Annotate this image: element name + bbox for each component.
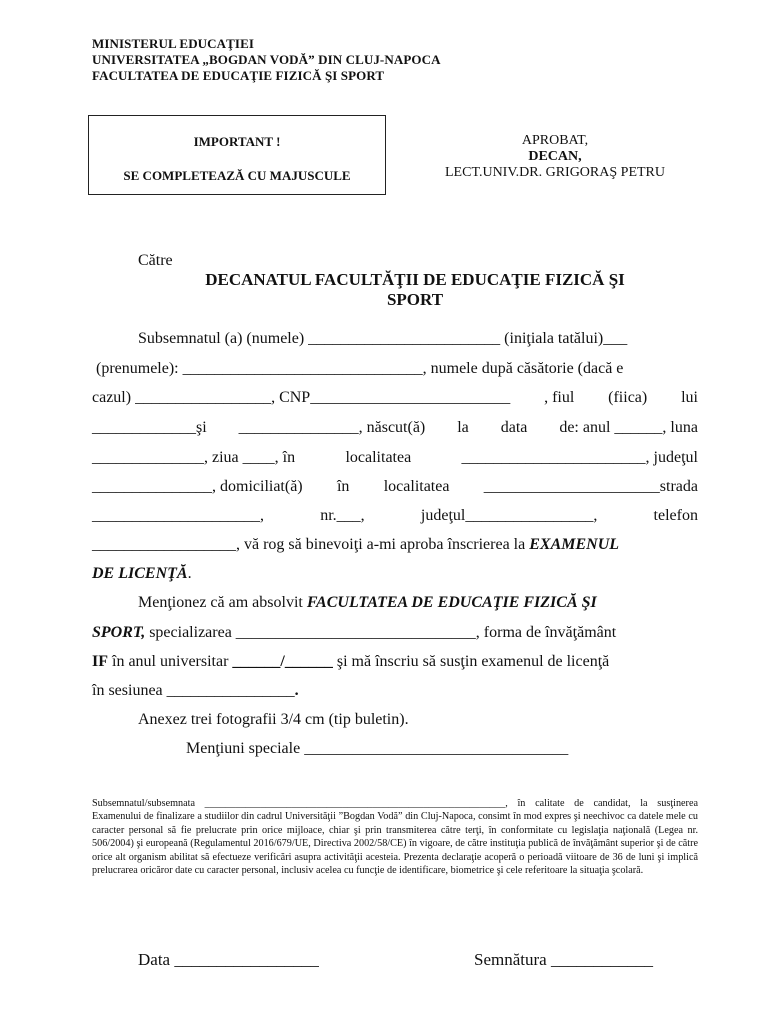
sport-label: SPORT, [92, 624, 146, 641]
son-label: , fiul [544, 389, 575, 406]
street-blank: _____________________, [92, 507, 264, 524]
born-segment: _______________, născut(ă) [238, 419, 426, 436]
body-line-12 [92, 653, 609, 671]
addressee-to: Către [138, 252, 173, 269]
body-line-2: (prenumele): ______________________________, numele după căsătorie (dacă e [96, 360, 624, 377]
notice-title: IMPORTANT ! [193, 134, 281, 149]
locality-label-2: localitatea [383, 478, 450, 495]
period: . [187, 565, 192, 582]
body-line-10 [138, 594, 597, 612]
county-segment: _______________________, judeţul [461, 449, 698, 466]
ministry-name: MINISTERUL EDUCAŢIEI [92, 36, 255, 51]
body-line-6 [92, 478, 698, 496]
of-label: lui [681, 389, 698, 406]
graduated-text: Menţionez că am absolvit [138, 594, 307, 611]
session-period: . [294, 682, 299, 699]
county-segment-2: judeţul________________, [420, 507, 598, 524]
cnp-segment: cazul) _________________, CNP_________________________ [92, 389, 511, 406]
gdpr-consent-text: Subsemnatul/subsemnata ___________________________________________________________, în calitate de candidat, la susţinerea Examenului de finalizare a studiilor din cadrul Universităţii ”Bogdan Vodă” din Cluj-Napoca, consimt în mod expres şi neechivoc ca datele mele cu caracter personal să fie prelucrate prin orice mijloace, chiar şi prin transmiterea către terţi, în conformitate cu legislaţia naţională (Legea nr. 506/2004) şi europeană (Regulamentul 2016/679/UE, Directiva 2002/58/CE) în vigoare, de către instituţia publică de învăţământ superior şi de către orice alt organism abilitat să efectueze verificări asupra activităţii acesteia. Prezenta declaraţie acoperă o perioadă viitoare de 36 de luni şi implică prelucrarea oricăror date cu caracter personal, inclusiv acelea cu funcţie de identificare, biometrice şi cele referitoare la situaţia şcolară. [92, 798, 698, 877]
approval-block [420, 133, 690, 181]
locality-label: localitatea [345, 449, 412, 466]
enroll-text: şi mă înscriu să susţin examenul de licenţă [332, 653, 610, 670]
session-segment: în sesiunea ________________ [92, 682, 295, 699]
dean-label: DECAN, [528, 149, 582, 164]
street-segment: ______________________strada [483, 478, 698, 495]
study-form-if: IF [92, 653, 108, 670]
specialization-segment: specializarea ______________________________, forma de învăţământ [145, 624, 617, 641]
addressee-line-1: DECANATUL FACULTĂŢII DE EDUCAŢIE FIZICĂ ŞI [205, 270, 625, 289]
body-line-3 [92, 389, 698, 407]
important-notice-box [88, 115, 386, 195]
body-line-4 [92, 419, 698, 437]
request-text: __________________, vă rog să binevoiţi a-mi aproba înscrierea la [92, 536, 530, 553]
ministry-header [92, 36, 441, 84]
at-label: la [457, 419, 469, 436]
license-label: DE LICENŢĂ [92, 565, 188, 582]
body-line-7 [92, 507, 698, 525]
body-line-14: Anexez trei fotografii 3/4 cm (tip buletin). [138, 711, 409, 728]
faculty-name: FACULTATEA DE EDUCAŢIE FIZICĂ ŞI SPORT [92, 68, 385, 83]
body-line-5 [92, 449, 698, 467]
addressee-line-2: SPORT [386, 290, 444, 309]
body-line-8 [92, 536, 619, 554]
addressee-title [180, 270, 650, 310]
number-segment: nr.___, [320, 507, 365, 524]
parents-segment: _____________şi [92, 419, 207, 436]
date-field: Data _________________ [138, 950, 319, 969]
approval-label: APROBAT, [521, 133, 589, 148]
in-label: în [336, 478, 350, 495]
special-mentions: Menţiuni speciale _________________________________ [186, 740, 569, 757]
body-line-11 [92, 624, 616, 642]
body-line-9 [92, 565, 192, 583]
university-name: UNIVERSITATEA „BOGDAN VODĂ” DIN CLUJ-NAPOCA [92, 52, 441, 67]
daughter-label: (fiica) [608, 389, 648, 406]
academic-year-blank: ______/______ [232, 653, 333, 670]
academic-year-label: în anul universitar [108, 653, 233, 670]
body-line-1: Subsemnatul (a) (numele) ________________________ (iniţiala tatălui)___ [138, 330, 628, 347]
notice-text: SE COMPLETEAZĂ CU MAJUSCULE [123, 168, 351, 183]
domicile-segment: _______________, domiciliat(ă) [92, 478, 303, 495]
faculty-graduated: FACULTATEA DE EDUCAŢIE FIZICĂ ŞI [306, 594, 597, 611]
dean-name: LECT.UNIV.DR. GRIGORAŞ PETRU [445, 165, 665, 180]
body-line-13 [92, 682, 299, 700]
phone-label: telefon [653, 507, 698, 524]
year-month-segment: de: anul ______, luna [559, 419, 698, 436]
exam-label: EXAMENUL [529, 536, 620, 553]
signature-field: Semnătura ____________ [474, 950, 653, 969]
day-segment: ______________, ziua ____, în [92, 449, 296, 466]
date-label: data [500, 419, 528, 436]
